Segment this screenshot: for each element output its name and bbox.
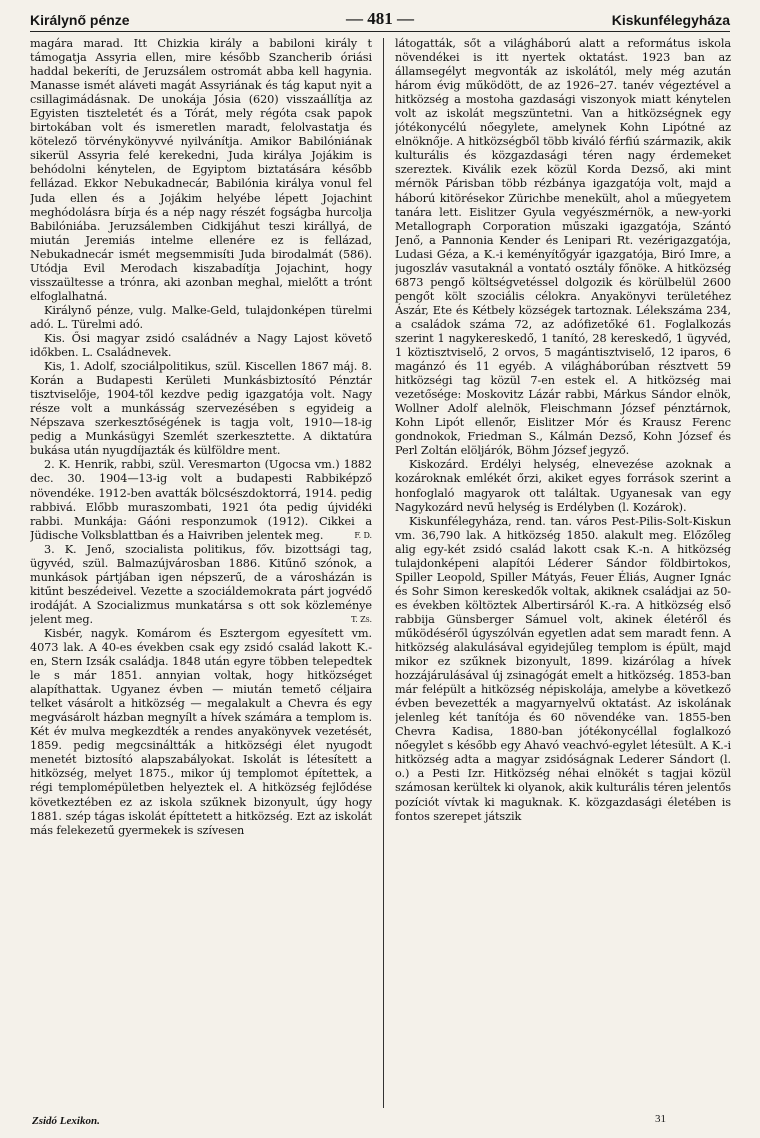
entry-kiralyno-penze: Királynő pénze, vulg. Malke-Geld, tulajdonképen türelmi adó. L. Türelmi adó. bbox=[30, 303, 372, 331]
page-header bbox=[30, 6, 730, 32]
entry-kiskunfelegyhaza: Kiskunfélegyháza, rend. tan. város Pest-Pilis-Solt-Kiskun vm. 36,790 lak. A hitközség 1850. alakult meg. Előzőleg alig egy-két zsidó család lakott csak K.-n. A hitközség tulajdonképeni alapítói Léderer Sándor földbirtokos, Spiller Leopold, Spiller Mátyás, Feuer Éliás, Augner Ignác és Sohr Simon kereskedők voltak, akiknek családjai az 50-es években költöztek Albertirsáról K.-ra. A hitközség első rabbija Günsberger Sámuel volt, akinek életéről és működéséről úgyszólván egyetlen adat sem maradt fenn. A hitközség alakulásával egyidejűleg templom is épült, majd mikor ez szűknek bizonyult, 1899. kizárólag a hívek hozzájárulásával új zsinagógát emelt a hitközség. 1853-ban már felépült a hitközség népiskolája, amelybe a következő évben bevezették a magyarnyelvű oktatást. Az iskolának jelenleg két tanítója és 60 növendéke van. 1855-ben Chevra Kadisa, 1880-ban jótékonycéllal foglalkozó nőegylet s később egy Ahavó veachvó-egylet létesült. A K.-i hitközség adta a magyar zsidóságnak Lederer Sándort (l. o.) a Pesti Izr. Hitközség néhai elnökét s tagjai közül számosan kerültek ki olyanok, akik kulturális téren jelentős pozíciót vívtak ki maguknak. K. közgazdasági életében is fontos szerepet játszik bbox=[395, 514, 731, 823]
entry-kiskozard: Kiskozárd. Erdélyi helység, elnevezése azoknak a kozároknak emlékét őrzi, akiket egyes források szerint a honfoglaló magyarok ott találtak. Ugyanesak van egy Nagykozárd nevű helység is Erdélyben (l. Kozárok). bbox=[395, 458, 731, 514]
right-column bbox=[395, 37, 731, 1117]
left-column bbox=[30, 37, 372, 1117]
page-number: — 481 — bbox=[346, 9, 414, 28]
entry-kis-jeno: 3. K. Jenő, szocialista politikus, főv. bizottsági tag, ügyvéd, szül. Balmazújvárosban 1886. Kitűnő szónok, a munkások pártjában igen népszerű, de a városházán is kitűnt beszédeivel. Vezette a szociáldemokrata párt jogvédő irodáját. A Szocializmus munkatársa s ott sok közleménye jelent meg. T. Zs. bbox=[30, 542, 372, 626]
footer-signature-number: 31 bbox=[655, 1113, 666, 1125]
running-head-left: Királynő pénze bbox=[30, 12, 130, 28]
entry-kis-adolf: Kis, 1. Adolf, szociálpolitikus, szül. Kiscellen 1867 máj. 8. Korán a Budapesti Kerületi Munkásbiztosító Pénztár tisztviselője, 1904-től kezdve pedig igazgatója volt. Nagy része volt a munkásság szervezésében s egyideig a Népszava szerkesztőségének is tagja volt, 1910—18-ig pedig a Munkásügyi Szemlét szerkesztette. A diktatúra bukása után nyugdíjazták és külföldre ment. bbox=[30, 360, 372, 458]
signature-fd: F. D. bbox=[354, 530, 372, 540]
footer-publication: Zsidó Lexikon. bbox=[32, 1115, 100, 1127]
entry-kisber-continuation: látogatták, sőt a világháború alatt a református iskola növendékei is itt nyertek oktatást. 1923 ban az államsegélyt megvonták az iskolától, mely még azután három évig működött, de az 1926–27. tanév végeztével a hitközség a mostoha gazdasági viszonyok miatt kénytelen volt az iskolát megszüntetni. Van a hitközségnek egy jótékonycélú nőegylete, amelynek Kohn Lipótné az elnöknője. A hitközségből több kiváló férfiú származik, akik kulturális és közgazdasági téren nagy érdemeket szereztek. Kiválik ezek közül Korda Dezső, aki mint mérnök Párisban több rézbánya igazgatója volt, majd a háború kitörésekor Zürichbe menekült, ahol a műegyetem tanára lett. Eislitzer Gyula vegyészmérnök, a new-yorki Metallograph Corporation műszaki igazgatója, Szántó Jenő, a Pannonia Kender és Lenipari Rt. vezérigazgatója, Ludasi Géza, a K.-i keményítőgyár igazgatója, Biró Imre, a jugoszláv vasutaknál a vontató osztály főnöke. A hitközség 6873 pengő költségvetéssel dolgozik és körülbelül 2600 pengőt költ szociális célokra. Anyakönyvi területéhez Ászár, Ete és Kétbely községek tartoznak. Lélekszáma 234, a családok száma 72, az adófizetőké 61. Foglalkozás szerint 1 nagykereskedő, 1 tanító, 28 kereskedő, 1 ügyvéd, 1 köztisztviselő, 2 orvos, 5 magántisztviselő, 12 iparos, 6 magánzó és 11 egyéb. A világháborúban résztvett 59 hitközségi tag közül 7-en estek el. A hitközség mai vezetősége: Moskovitz Lázár rabbi, Márkus Sándor elnök, Wollner Adolf alelnök, Fleischmann József pénztárnok, Kohn Lipót ellenőr, Eislitzer Mór és Krausz Ferenc gondnokok, Friedman S., Kálmán Dezső, Kohn József és Perl Zoltán elöljárók, Böhm József jegyző. bbox=[395, 37, 731, 458]
header-rule bbox=[30, 31, 730, 32]
column-divider bbox=[383, 38, 384, 1108]
entry-continuation: magára marad. Itt Chizkia király a babiloni király t támogatja Assyria ellen, mire később Szancherib óriási haddal bekeríti, de Jeruzsálem ostromát abba kell hagynia. Manasse ismét aláveti magát Assyriának és tág kaput nyit a csillagimádásnak. De unokája Jósia (620) visszaállítja az Egyisten tiszteletét és a Tórát, mely régóta csak papok birtokában volt és ismeretlen maradt, felolvastatja és kötelező törvénykönyvvé nyilvánítja. Amikor Babilóniának sikerül Assyria felé kerekedni, Juda királya Jojákim is behódolni kénytelen, de Egyiptom biztatására később fellázad. Ekkor Nebukadnecár, Babilónia királya vonul fel Juda ellen és a Jojákim helyébe lépett Jojachint meghódolásra bírja és a nép nagy részét fogságba hurcolja Babilóniába. Jeruzsálemben Cidkijáhut teszi királlyá, de miután Jeremiás intelme ellenére ez is fellázad, Nebukadnecár ismét megsemmisíti Juda birodalmát (586). Utódja Evil Merodach kiszabadítja Jojachint, hogy visszaültesse a trónra, aki azonban meghal, mielőtt a trónt elfoglalhatná. bbox=[30, 37, 372, 303]
signature-tzs: T. Zs. bbox=[351, 614, 372, 624]
entry-kis-henrik: 2. K. Henrik, rabbi, szül. Veresmarton (Ugocsa vm.) 1882 dec. 30. 1904—13-ig volt a budapesti Rabbiképző növendéke. 1912-ben avatták bölcsészdoktorrá, 1914. pedig rabbivá. Előbb muraszombati, 1921 óta pedig újvidéki rabbi. Munkája: Gáóni responzumok (1912). Cikkei a Jüdische Volksblattban és a Haivriben jelentek meg. F. D. bbox=[30, 458, 372, 542]
entry-kis: Kis. Ősi magyar zsidó családnév a Nagy Lajost követő időkben. L. Családnevek. bbox=[30, 331, 372, 360]
running-head-right: Kiskunfélegyháza bbox=[611, 12, 730, 28]
entry-kisber: Kisbér, nagyk. Komárom és Esztergom egyesített vm. 4073 lak. A 40-es években csak egy zsidó család lakott K.-en, Stern Izsák családja. 1848 után egyre többen telepedtek le s már 1851. annyian voltak, hogy hitközséget alapíthattak. Ugyanez évben — miután temető céljaira telket vásárolt a hitközség — megalakult a Chevra és egy megvásárolt házban megnyílt a hívek számára a templom is. Két év mulva megkezdték a rendes anyakönyvek vezetését, 1859. pedig megcsináltták a hitközségi élet nyugodt menetét biztosító alapszabályokat. Iskolát is létesített a hitközség, melyet 1875., mikor új templomot építettek, a régi templomépületben helyeztek el. A hitközség fejlődése következtében ez az iskola szűknek bizonyult, úgy hogy 1881. szép tágas iskolát építtetett a hitközség. Ezt az iskolát más felekezetű gyermekek is szívesen bbox=[30, 626, 372, 837]
